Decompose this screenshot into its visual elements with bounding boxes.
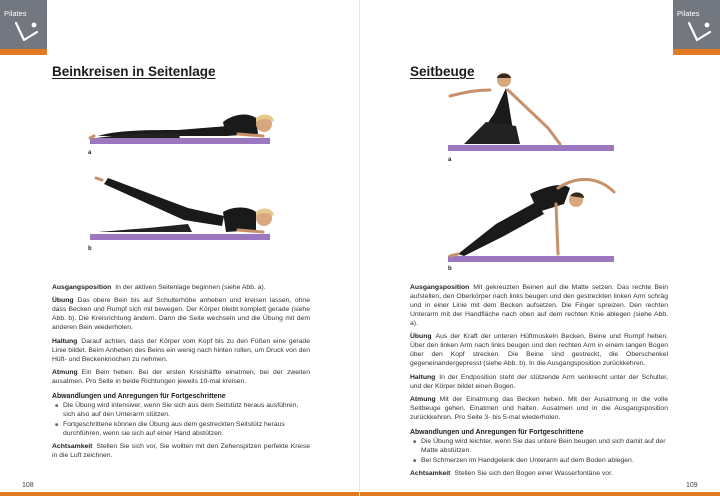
variations-list xyxy=(52,402,310,439)
exercise-photo-b xyxy=(448,179,614,262)
page-accent-bar xyxy=(360,492,720,496)
section-caution: Achtsamkeit Stellen Sie sich den Bogen einer Wasserfontäne vor. xyxy=(410,470,613,478)
exercise-photo-b xyxy=(90,178,274,240)
section-tab-label: Pilates xyxy=(4,9,27,18)
page-number: 109 xyxy=(686,482,698,489)
variations-heading: Abwandlungen und Anregungen für Fortgeschrittene xyxy=(52,392,226,400)
list-item: ■ Die Übung wird leichter, wenn Sie das untere Bein beugen und sich damit auf der Matte abstützen. xyxy=(413,437,666,454)
pilates-figure-icon xyxy=(13,20,39,44)
variations-list xyxy=(410,438,668,466)
section-start-position: Ausgangsposition In der aktiven Seitenlage beginnen (siehe Abb. a). xyxy=(52,284,266,291)
list-item: ■ Fortgeschrittene können die Übung aus dem gestreckten Seitstütz heraus durchführen, wenn sie sich auf einer Hand abstützen. xyxy=(55,420,285,437)
list-item: ■ Bei Schmerzen im Handgelenk den Unterarm auf dem Boden ablegen. xyxy=(413,456,634,464)
bullet-icon: ■ xyxy=(413,457,417,464)
section-posture: Haltung In der Endposition steht der stützende Arm senkrecht unter der Schulter, und der Körper bildet einen Bogen. xyxy=(410,373,668,390)
section-exercise: Übung Aus der Kraft der unteren Hüftmuskeln Becken, Beine und Rumpf heben. Über den linken Arm nach links beugen und den rechten Arm in einem langen Bogen über den Kopf strecken. Die Beine sind gestreckt, die Oberschenkel gegeneinandergepresst (siehe Abb. b). In die Ausgangsposition zurückkehren. xyxy=(410,333,668,368)
photo-caption-a: a xyxy=(88,150,92,156)
bullet-icon: ■ xyxy=(413,438,417,445)
pilates-figure-icon xyxy=(686,20,712,44)
photo-caption-a: a xyxy=(448,157,452,163)
instruction-text xyxy=(52,284,310,466)
section-tab xyxy=(0,0,47,55)
section-breathing: Atmung Ein Bein heben. Bei der ersten Kreishälfte einatmen, bei der zweiten ausatmen. Pro Seite in beide Richtungen jeweils 10-mal kreisen. xyxy=(52,369,310,386)
bullet-icon: ■ xyxy=(55,402,59,409)
tab-accent-stripe xyxy=(0,49,47,55)
exercise-photo-a xyxy=(448,73,614,151)
page-accent-bar xyxy=(0,492,360,496)
variations-heading: Abwandlungen und Anregungen für Fortgeschrittene xyxy=(410,428,584,436)
right-page xyxy=(360,0,720,496)
section-caution: Achtsamkeit Stellen Sie sich vor, Sie wollten mit den Zehenspitzen perfekte Kreise in die Luft zeichnen. xyxy=(52,443,310,460)
tab-accent-stripe xyxy=(673,49,720,55)
exercise-photo-a xyxy=(88,100,283,148)
section-tab xyxy=(673,0,720,55)
list-item: ■ Die Übung wird intensiver, wenn Sie sich aus dem Seitstütz heraus ausführen, sich also auf den Unterarm stützen. xyxy=(55,401,299,418)
photo-caption-b: b xyxy=(448,266,452,272)
exercise-title: Beinkreisen in Seitenlage xyxy=(52,64,216,79)
section-tab-label: Pilates xyxy=(677,9,700,18)
section-start-position: Ausgangsposition Mit gekreuzten Beinen auf die Matte setzen. Das rechte Bein aufstellen, den Oberkörper nach links beugen und den gestreckten linken Arm schräg und in einer Linie mit dem Becken aufsetzen. Die Finger spreizen. Den rechten Unterarm mit der Handfläche nach oben auf dem rechten Knie ablegen (siehe Abb. a). xyxy=(410,284,668,327)
instruction-text xyxy=(410,284,668,484)
section-posture: Haltung Darauf achten, dass der Körper vom Kopf bis zu den Füßen eine gerade Linie bildet. Beim Anheben des Beins ein wenig nach hinten rollen, um Druck von den Hüft- und Beckenknochen zu nehmen. xyxy=(52,337,310,363)
section-breathing: Atmung Mit der Einatmung das Becken heben. Mit der Ausatmung in die volle Seitbeuge gehen. Einatmen und halten. Ausatmen und in die Ausgangsposition zurückkehren. Pro Seite 3- bis 5-mal wiederholen. xyxy=(410,396,668,422)
section-exercise: Übung Das obere Bein bis auf Schulterhöhe anheben und kreisen lassen, ohne dass Becken und Rumpf sich mit bewegen. Der Körper bleibt komplett gerade (siehe Abb. b). Die Kreisrichtung ändern. Dann die Seite wechseln und die Übung mit dem anderen Bein wiederholen. xyxy=(52,297,310,332)
exercise-title: Seitbeuge xyxy=(410,64,475,79)
bullet-icon: ■ xyxy=(55,421,59,428)
page-number: 108 xyxy=(22,482,34,489)
photo-caption-b: b xyxy=(88,246,92,252)
